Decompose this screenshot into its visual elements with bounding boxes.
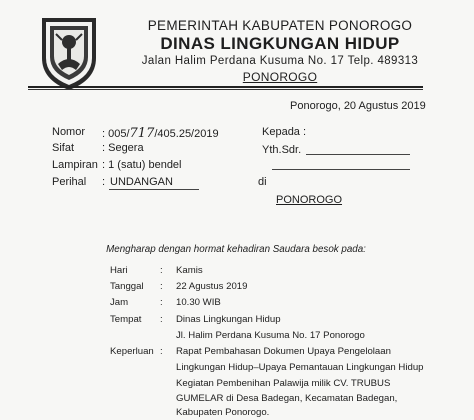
detail-hari-value: Kamis	[176, 265, 203, 276]
detail-keperluan-line-1: Rapat Pembahasan Dokumen Upaya Pengelolaan	[176, 346, 391, 357]
detail-keperluan-line-5: Kabupaten Ponorogo.	[176, 407, 270, 418]
detail-keperluan-line-3: Kegiatan Pembenihan Palawija milik CV. TRUBUS	[176, 378, 391, 389]
invitation-intro: Mengharap dengan hormat kehadiran Saudara besok pada:	[106, 244, 366, 255]
recipient-line-2	[272, 169, 410, 170]
detail-hari-colon: :	[160, 265, 163, 276]
di-label: di	[258, 176, 267, 188]
nomor-suffix: /405.25/2019	[154, 128, 219, 140]
detail-jam-label: Jam	[110, 297, 129, 308]
perihal-underline	[109, 189, 199, 190]
kepada-label: Kepada :	[262, 126, 307, 138]
lampiran-value: : 1 (satu) bendel	[102, 159, 182, 171]
recipient-city: PONOROGO	[276, 194, 343, 206]
perihal-colon: :	[102, 176, 106, 188]
detail-tanggal-value: 22 Agustus 2019	[176, 281, 248, 292]
lampiran-label: Lampiran	[52, 159, 98, 171]
header-rule-thin	[28, 89, 423, 90]
sifat-value: : Segera	[102, 142, 144, 154]
regency-crest-icon	[36, 14, 102, 92]
yth-label: Yth.Sdr.	[262, 144, 302, 156]
nomor-label: Nomor	[52, 126, 86, 138]
header-city: PONOROGO	[242, 70, 318, 84]
detail-tempat-value: Dinas Lingkungan Hidup	[176, 314, 281, 325]
nomor-prefix: : 005/	[102, 128, 130, 140]
sifat-label: Sifat	[52, 142, 75, 154]
detail-jam-value: 10.30 WIB	[176, 297, 221, 308]
detail-hari-label: Hari	[110, 265, 128, 276]
perihal-label: Perihal	[52, 176, 87, 188]
detail-tempat-label: Tempat	[110, 314, 142, 325]
recipient-line-1	[306, 154, 410, 155]
detail-tanggal-label: Tanggal	[110, 281, 144, 292]
detail-keperluan-line-2: Lingkungan Hidup–Upaya Pemantauan Lingkungan Hidup	[176, 362, 424, 373]
letter-date: Ponorogo, 20 Agustus 2019	[290, 100, 426, 112]
detail-keperluan-colon: :	[160, 346, 163, 357]
header-rule-thick	[28, 86, 423, 88]
header-address: Jalan Halim Perdana Kusuma No. 17 Telp. 489313	[141, 55, 419, 67]
detail-jam-colon: :	[160, 297, 163, 308]
detail-tanggal-colon: :	[160, 281, 163, 292]
perihal-value: UNDANGAN	[110, 176, 173, 188]
detail-keperluan-label: Keperluan	[110, 346, 154, 357]
nomor-value	[102, 126, 219, 141]
detail-tempat-address: Jl. Halim Perdana Kusuma No. 17 Ponorogo	[176, 330, 365, 341]
detail-keperluan-line-4: GUMELAR di Desa Badegan, Kecamatan Badegan,	[176, 393, 398, 404]
header-agency: DINAS LINGKUNGAN HIDUP	[160, 34, 400, 53]
nomor-handwritten: 717	[129, 126, 155, 141]
header-government: PEMERINTAH KABUPATEN PONOROGO	[147, 18, 413, 33]
detail-tempat-colon: :	[160, 314, 163, 325]
